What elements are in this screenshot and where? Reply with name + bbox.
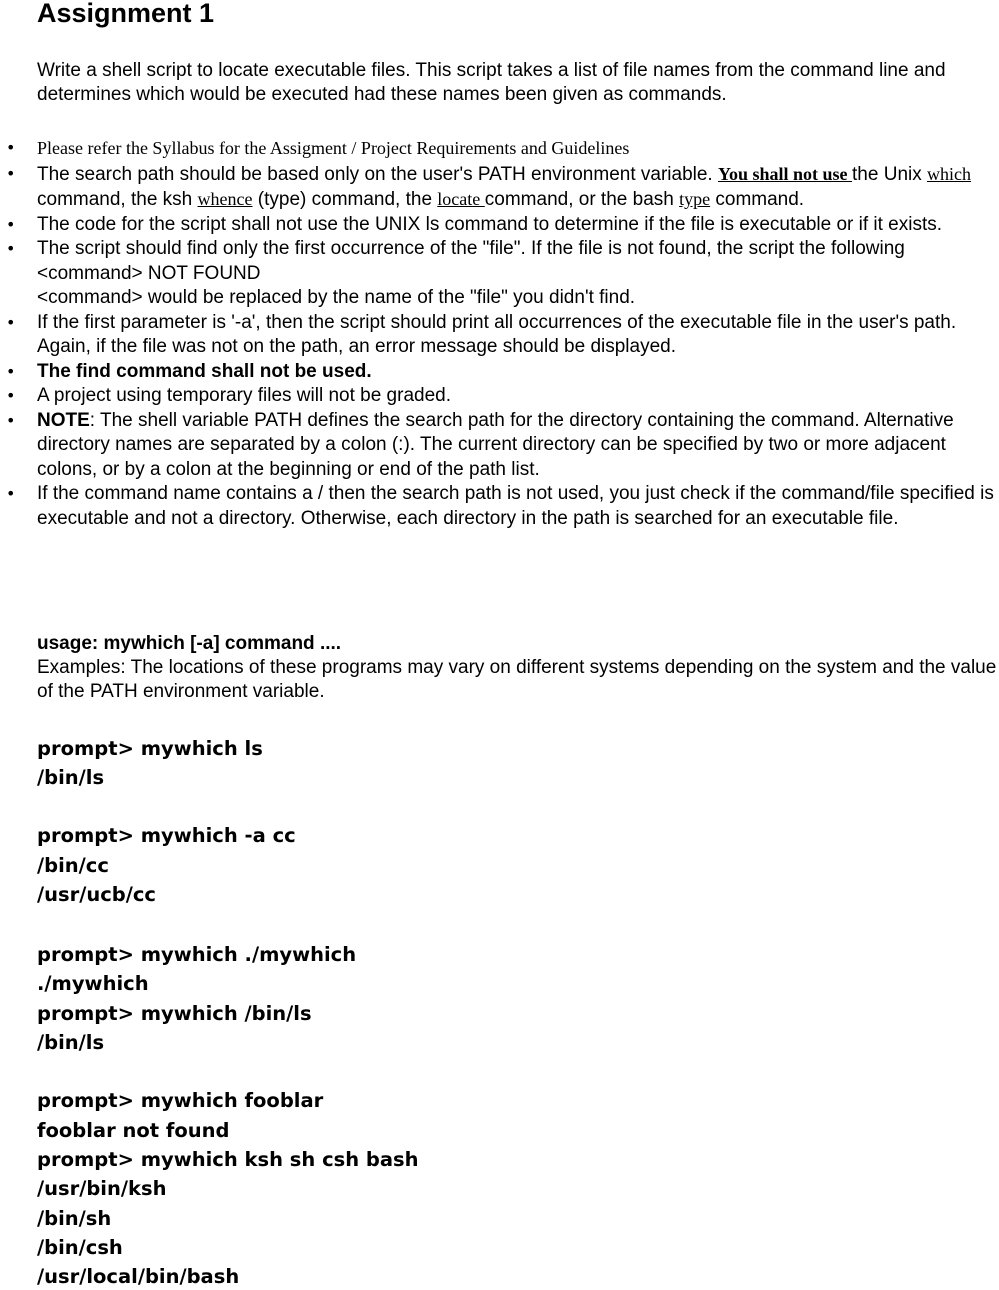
syllabus-note: Please refer the Syllabus for the Assigment / Project Requirements and Guidelines [37, 138, 630, 158]
usage-section [37, 632, 999, 704]
example-output: /bin/sh [37, 1207, 112, 1230]
example-prompt: prompt> mywhich ksh sh csh bash [37, 1148, 419, 1171]
command-which: which [927, 163, 972, 184]
example-output: /usr/bin/ksh [37, 1177, 167, 1200]
note-label: NOTE [37, 409, 90, 431]
requirement-text: The script should find only the first occurrence of the "file". If the file is not found, the script the following [37, 238, 905, 259]
requirement-text: the Unix [852, 163, 928, 185]
usage-line: usage: mywhich [-a] command .... [37, 633, 342, 654]
example-output: ./mywhich [37, 972, 149, 995]
requirements-list [0, 136, 999, 531]
example-output: /bin/ls [37, 766, 105, 789]
example-output: /bin/ls [37, 1031, 105, 1054]
example-prompt: prompt> mywhich ./mywhich [37, 943, 357, 966]
list-item [0, 384, 999, 409]
requirement-text: If the command name contains a / then the search path is not used, you just check if the command/file specified is executable and not a directory. Otherwise, each directory in the path is searched for an executable file. [37, 483, 994, 529]
page-title: Assignment 1 [37, 0, 215, 28]
list-item [0, 409, 999, 483]
requirement-text: : The shell variable PATH defines the search path for the directory containing the command. Alternative directory names are separated by a colon (:). The current directory can be specified by two or more adjacent colons, or by a colon at the beginning or end of the path list. [37, 409, 954, 480]
requirement-text: The code for the script shall not use the UNIX ls command to determine if the file is executable or if it exists. [37, 213, 943, 235]
list-item [0, 162, 999, 213]
requirement-text: <command> would be replaced by the name of the "file" you didn't find. [37, 287, 636, 308]
requirement-text: A project using temporary files will not be graded. [37, 385, 451, 406]
list-item [0, 136, 999, 162]
example-prompt: prompt> mywhich ls [37, 737, 263, 760]
intro-paragraph: Write a shell script to locate executable files. This script takes a list of file names from the command line and determines which would be executed had these names been given as commands. [37, 60, 946, 105]
requirement-text: command, the ksh [37, 189, 198, 210]
requirement-text: command. [710, 189, 805, 210]
requirement-text: (type) command, the [252, 189, 438, 210]
list-item [0, 360, 999, 385]
list-item [0, 482, 999, 531]
requirement-text: The search path should be based only on the user's PATH environment variable. [37, 163, 718, 185]
examples-note: Examples: The locations of these programs may vary on different systems depending on the system and the value of the PATH environment variable. [37, 657, 997, 702]
example-prompt: prompt> mywhich -a cc [37, 824, 296, 847]
example-output: /bin/csh [37, 1236, 123, 1259]
list-item [0, 237, 999, 311]
not-found-format: <command> NOT FOUND [37, 262, 261, 284]
example-prompt: prompt> mywhich /bin/ls [37, 1002, 312, 1025]
example-output: /bin/cc [37, 854, 109, 877]
prohibition-text: You shall not use [717, 163, 853, 184]
command-whence: whence [197, 189, 253, 209]
example-prompt: prompt> mywhich fooblar [37, 1089, 324, 1112]
list-item [0, 311, 999, 360]
example-output: /usr/local/bin/bash [37, 1265, 240, 1288]
example-output: fooblar not found [37, 1119, 230, 1142]
requirement-text: If the first parameter is '-a', then the script should print all occurrences of the executable file in the user's path. Again, if the file was not on the path, an error message should be displayed. [37, 311, 957, 357]
command-type: type [679, 189, 711, 209]
requirement-text: The find command shall not be used. [37, 360, 372, 382]
example-output: /usr/ucb/cc [37, 883, 156, 906]
requirement-text: command, or the bash [484, 189, 680, 210]
list-item [0, 213, 999, 238]
command-locate: locate [437, 189, 485, 209]
